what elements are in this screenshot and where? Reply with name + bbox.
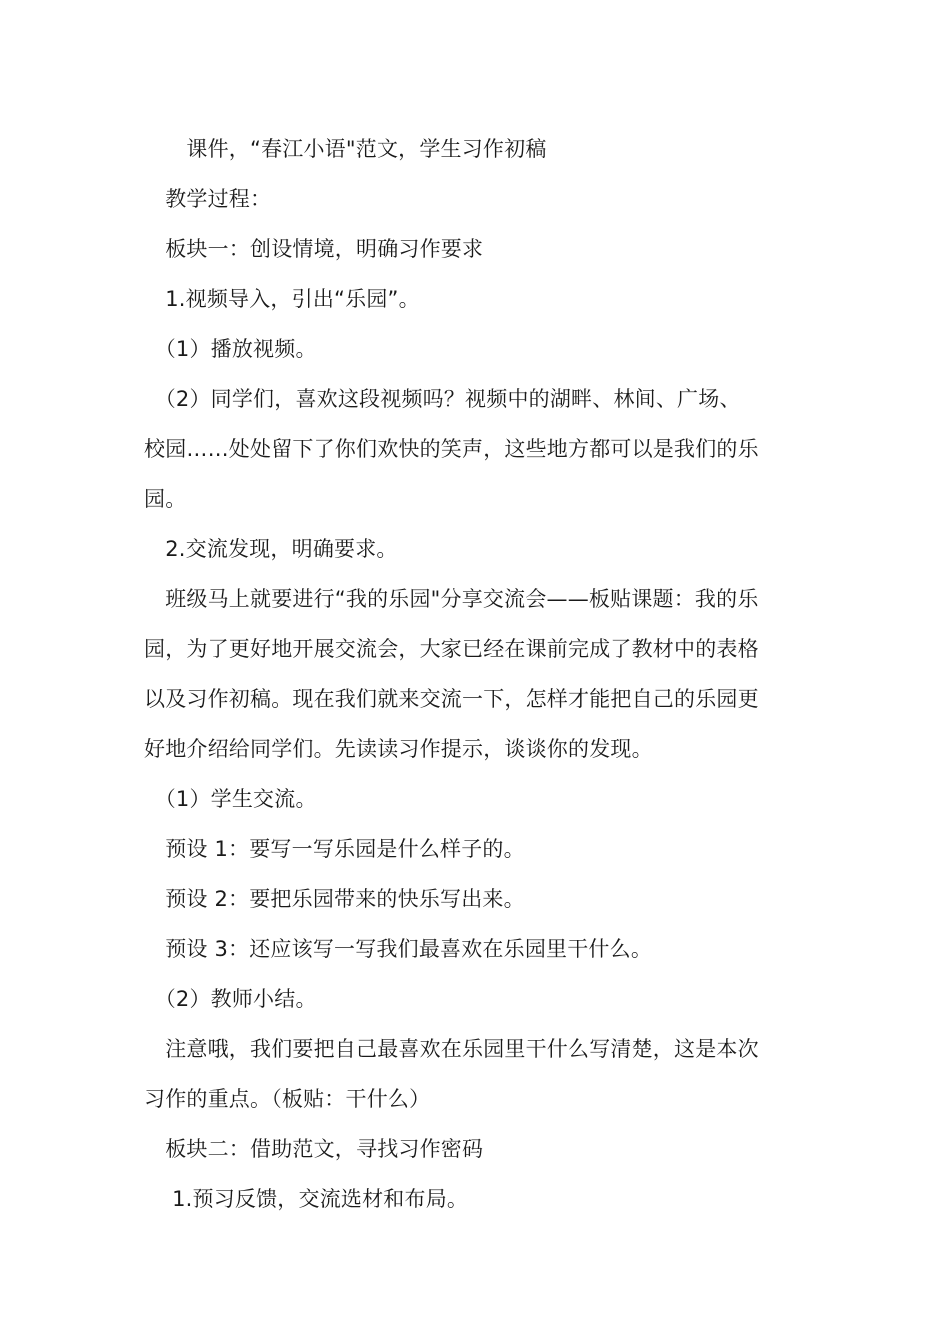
preset-item: 预设 3：还应该写一写我们最喜欢在乐园里干什么。 xyxy=(144,937,653,961)
materials-line: 课件，“春江小语"范文，学生习作初稿 xyxy=(144,137,547,161)
step-1-heading: 1.预习反馈，交流选材和布局。 xyxy=(144,1187,469,1211)
sub-item-2: （2）教师小结。 xyxy=(144,987,317,1011)
paragraph-line: 习作的重点。（板贴：干什么） xyxy=(144,1087,431,1111)
paragraph-line: 以及习作初稿。现在我们就来交流一下，怎样才能把自己的乐园更 xyxy=(144,687,759,711)
paragraph-line: 园。 xyxy=(144,487,187,511)
paragraph-line: （2）同学们，喜欢这段视频吗？视频中的湖畔、林间、广场、 xyxy=(144,387,741,411)
paragraph-line: 园，为了更好地开展交流会，大家已经在课前完成了教材中的表格 xyxy=(144,637,759,661)
sub-item-1: （1）学生交流。 xyxy=(144,787,317,811)
sub-item-1: （1）播放视频。 xyxy=(144,337,317,361)
paragraph-line: 班级马上就要进行“我的乐园"分享交流会——板贴课题：我的乐 xyxy=(144,587,759,611)
paragraph-line: 注意哦，我们要把自己最喜欢在乐园里干什么写清楚，这是本次 xyxy=(144,1037,759,1061)
teaching-process-heading: 教学过程： xyxy=(144,187,272,211)
paragraph-line: 好地介绍给同学们。先读读习作提示，谈谈你的发现。 xyxy=(144,737,653,761)
section-one-heading: 板块一：创设情境，明确习作要求 xyxy=(144,237,484,261)
step-2-heading: 2.交流发现，明确要求。 xyxy=(144,537,398,561)
step-1-heading: 1.视频导入，引出“乐园”。 xyxy=(144,287,420,311)
preset-item: 预设 1：要写一写乐园是什么样子的。 xyxy=(144,837,525,861)
paragraph-line: 校园……处处留下了你们欢快的笑声，这些地方都可以是我们的乐 xyxy=(144,437,759,461)
preset-item: 预设 2：要把乐园带来的快乐写出来。 xyxy=(144,887,525,911)
section-two-heading: 板块二：借助范文，寻找习作密码 xyxy=(144,1137,484,1161)
